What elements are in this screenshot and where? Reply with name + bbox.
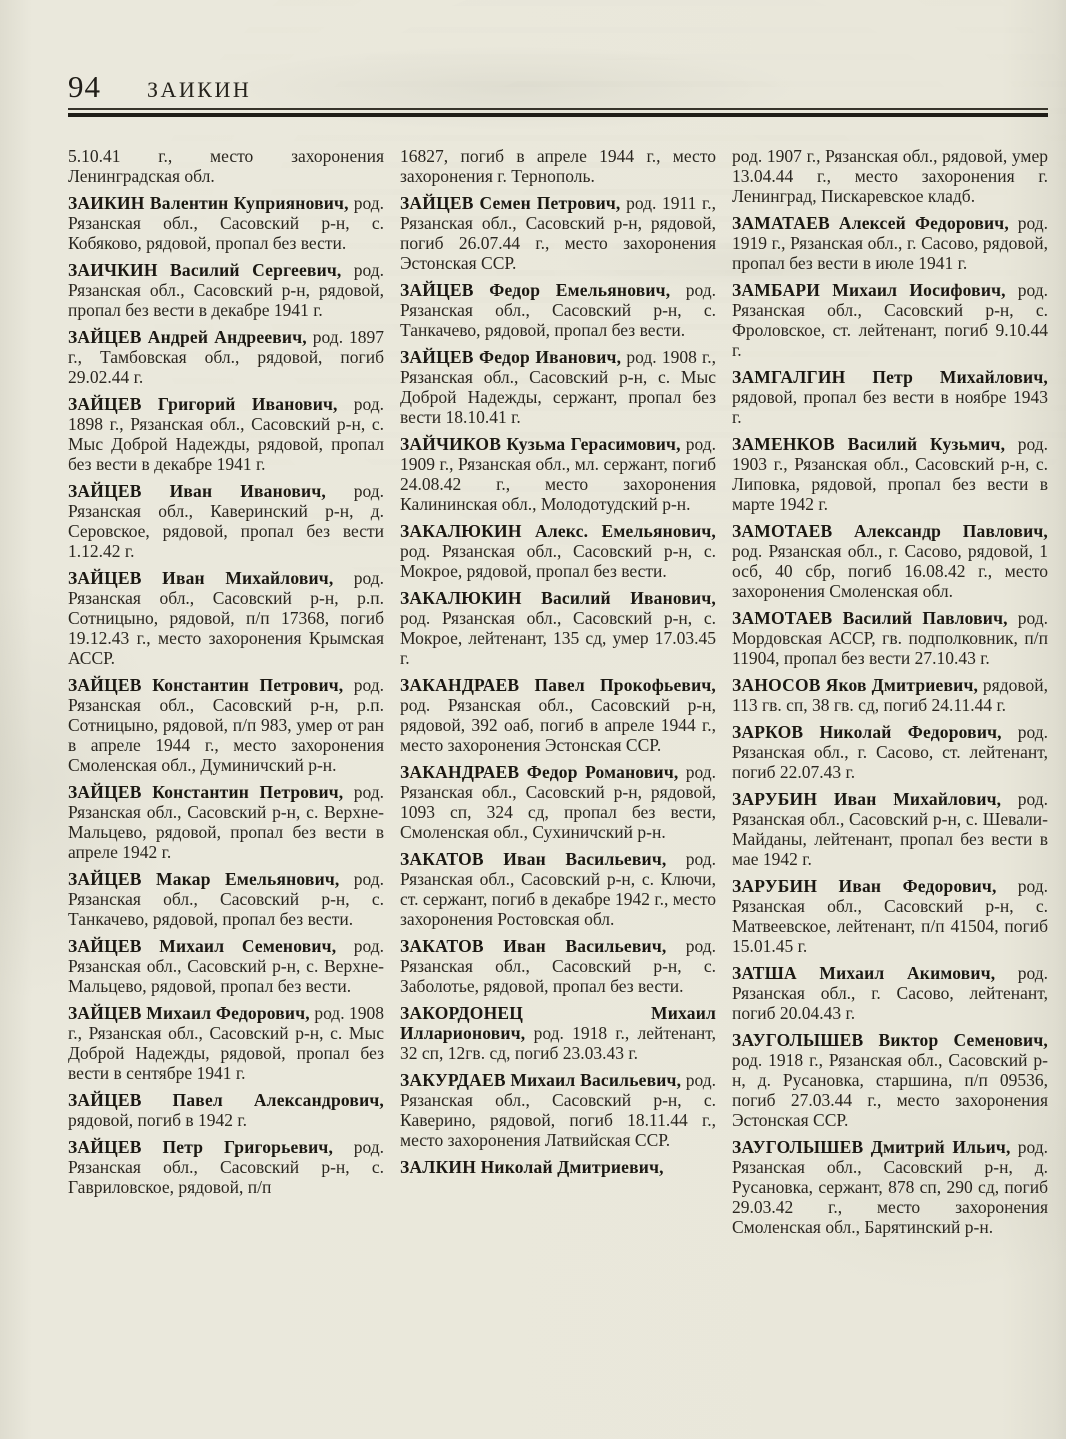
entry-details: род. Рязанская обл., Сасовский р-н, р.п. Сотницыно, рядовой, п/п 983, умер от ран в апреле 1944 г., место захоронения Смоленская обл., Думиничский р-н.	[68, 675, 384, 775]
entry-surname: ЗАМЕНКОВ Василий Кузьмич,	[732, 434, 1006, 454]
entry-details: род. 1918 г., Рязанская обл., Сасовский р-н, д. Русановка, старшина, п/п 09536, погиб 27.03.44 г., место захоронения Эстонская ССР.	[732, 1050, 1048, 1130]
memorial-entry	[400, 762, 716, 842]
memorial-entry	[732, 608, 1048, 668]
memorial-entry	[68, 936, 384, 996]
entry-details: род. Рязанская обл., Сасовский р-н, р.п. Сотницыно, рядовой, п/п 17368, погиб 19.12.43 г., место захоронения Крымская АССР.	[68, 568, 385, 668]
entry-surname: ЗАЙЧИКОВ Кузьма Герасимович,	[400, 434, 681, 454]
memorial-entry	[400, 675, 716, 755]
entry-details: род. Рязанская обл., Сасовский р-н, с. Мокрое, лейтенант, 135 сд, умер 17.03.45 г.	[400, 608, 716, 668]
column-3	[732, 146, 1048, 1244]
memorial-entry	[400, 588, 716, 668]
entry-surname: ЗАЙЦЕВ Федор Емельянович,	[400, 280, 671, 300]
entry-details: род. 1918 г., лейтенант, 32 сп, 12гв. сд, погиб 23.03.43 г.	[400, 1023, 716, 1063]
memorial-entry	[400, 936, 716, 996]
memorial-entry	[732, 434, 1048, 514]
memorial-entry	[68, 568, 384, 668]
entry-surname: ЗАЙЦЕВ Андрей Андреевич,	[68, 327, 307, 347]
memorial-entry	[68, 1137, 384, 1197]
entry-surname: ЗАЙЦЕВ Петр Григорьевич,	[68, 1137, 334, 1157]
entry-details: род. 1908 г., Рязанская обл., Сасовский р-н, с. Мыс Доброй Надежды, рядовой, пропал без вести в сентябре 1941 г.	[68, 1003, 385, 1083]
memorial-entry	[732, 280, 1048, 360]
entry-details: род. Рязанская обл., г. Сасово, ст. лейтенант, погиб 22.07.43 г.	[732, 722, 1048, 782]
memorial-entry	[68, 675, 384, 775]
entry-surname: ЗАМГАЛГИН Петр Михайлович,	[732, 367, 1048, 387]
memorial-entry	[400, 193, 716, 273]
entry-details: род. Рязанская обл., Сасовский р-н, с. Заболотье, рядовой, пропал без вести.	[400, 936, 716, 996]
entry-details: род. Рязанская обл., г. Сасово, лейтенант, погиб 20.04.43 г.	[732, 963, 1049, 1023]
entry-surname: ЗАРКОВ Николай Федорович,	[732, 722, 1002, 742]
entry-surname: ЗАЙЦЕВ Иван Михайлович,	[68, 568, 334, 588]
entry-surname: ЗАЙЦЕВ Иван Иванович,	[68, 481, 326, 501]
memorial-entry	[732, 722, 1048, 782]
entry-surname: ЗАЙЦЕВ Семен Петрович,	[400, 193, 621, 213]
entry-details: род. Рязанская обл., Сасовский р-н, с. Мокрое, рядовой, пропал без вести.	[400, 541, 716, 581]
entry-surname: ЗАКАЛЮКИН Алекс. Емельянович,	[400, 521, 716, 541]
entry-surname: ЗАКАНДРАЕВ Федор Романович,	[400, 762, 679, 782]
memorial-entry	[732, 963, 1048, 1023]
memorial-entry	[400, 1070, 716, 1150]
entry-details: род. Рязанская обл., Сасовский р-н, с. Ключи, ст. сержант, погиб в декабре 1942 г., место захоронения Ростовская обл.	[400, 849, 716, 929]
entry-details: род. 1909 г., Рязанская обл., мл. сержант, погиб 24.08.42 г., место захоронения Калининская обл., Молодотудский р-н.	[400, 434, 717, 514]
entry-surname: ЗАЙЦЕВ Михаил Семенович,	[68, 936, 337, 956]
entry-surname: ЗАУГОЛЫШЕВ Виктор Семенович,	[732, 1030, 1048, 1050]
entry-details: род. Рязанская обл., Сасовский р-н, с. Матвеевское, лейтенант, п/п 41504, погиб 15.01.45 г.	[732, 876, 1048, 956]
entry-details: род. 1898 г., Рязанская обл., Сасовский р-н, с. Мыс Доброй Надежды, рядовой, пропал без вести в декабре 1941 г.	[68, 394, 384, 474]
memorial-entry	[400, 347, 716, 427]
entry-surname: ЗАЙЦЕВ Константин Петрович,	[68, 782, 344, 802]
memorial-entry	[68, 260, 384, 320]
memorial-entry	[732, 1030, 1048, 1130]
memorial-entry	[732, 146, 1048, 206]
entry-details: род. Рязанская обл., Сасовский р-н, с. Шевали-Майданы, лейтенант, пропал без вести в мае 1942 г.	[732, 789, 1049, 869]
memorial-entry	[400, 146, 716, 186]
memorial-entry	[68, 782, 384, 862]
entry-surname: ЗАРУБИН Иван Михайлович,	[732, 789, 1002, 809]
memorial-entry	[400, 434, 716, 514]
entry-surname: ЗАИКИН Валентин Куприянович,	[68, 193, 349, 213]
entry-details: род. Рязанская обл., Сасовский р-н, рядовой, 392 оаб, погиб в апреле 1944 г., место захоронения Эстонская ССР.	[400, 695, 716, 755]
memorial-entry	[68, 1090, 384, 1130]
memorial-entry	[400, 280, 716, 340]
entry-surname: ЗАМБАРИ Михаил Иосифович,	[732, 280, 1006, 300]
entry-details: род. Рязанская обл., г. Сасово, рядовой, 1 осб, 40 сбр, погиб 16.08.42 г., место захоронения Смоленская обл.	[732, 541, 1048, 601]
memorial-entry	[732, 876, 1048, 956]
entry-surname: ЗАКАТОВ Иван Васильевич,	[400, 936, 667, 956]
entry-details: род. Рязанская обл., Сасовский р-н, с. Фроловское, ст. лейтенант, погиб 9.10.44 г.	[732, 280, 1048, 360]
entry-surname: ЗАКАЛЮКИН Василий Иванович,	[400, 588, 716, 608]
memorial-entry	[68, 481, 384, 561]
column-2	[400, 146, 716, 1244]
entry-surname: ЗАИЧКИН Василий Сергеевич,	[68, 260, 342, 280]
entry-details: 16827, погиб в апреле 1944 г., место захоронения г. Тернополь.	[400, 146, 716, 186]
entry-surname: ЗАЙЦЕВ Григорий Иванович,	[68, 394, 338, 414]
entry-details: род. Рязанская обл., Сасовский р-н, с. Танкачево, рядовой, пропал без вести.	[68, 869, 385, 929]
entry-details: род. 1911 г., Рязанская обл., Сасовский р-н, рядовой, погиб 26.07.44 г., место захоронения Эстонская ССР.	[400, 193, 716, 273]
entry-surname: ЗАМОТАЕВ Василий Павлович,	[732, 608, 1008, 628]
entry-surname: ЗАМАТАЕВ Алексей Федорович,	[732, 213, 1009, 233]
entry-details: рядовой, погиб в 1942 г.	[68, 1110, 247, 1130]
entry-surname: ЗАЙЦЕВ Константин Петрович,	[68, 675, 344, 695]
header-rule	[68, 108, 1048, 117]
memorial-entry	[68, 1003, 384, 1083]
entry-details: род. Рязанская обл., Сасовский р-н, с. Верхне-Мальцево, рядовой, пропал без вести в апреле 1942 г.	[68, 782, 384, 862]
page-number: 94	[68, 69, 101, 104]
running-head: ЗАИКИН	[147, 77, 252, 102]
entry-details: рядовой, пропал без вести в ноябре 1943 г.	[732, 387, 1048, 427]
entry-surname: ЗАРУБИН Иван Федорович,	[732, 876, 997, 896]
entry-details: род. 1903 г., Рязанская обл., Сасовский р-н, с. Липовка, рядовой, пропал без вести в марте 1942 г.	[732, 434, 1049, 514]
memorial-entry	[732, 789, 1048, 869]
entry-surname: ЗАТША Михаил Акимович,	[732, 963, 996, 983]
entry-surname: ЗАЙЦЕВ Федор Иванович,	[400, 347, 622, 367]
entry-details: род. Рязанская обл., Сасовский р-н, с. Гавриловское, рядовой, п/п	[68, 1137, 384, 1197]
memorial-entry	[732, 1137, 1048, 1237]
entry-details: род. Рязанская обл., Сасовский р-н, рядовой, 1093 сп, 324 сд, пропал без вести, Смоленская обл., Сухиничский р-н.	[400, 762, 716, 842]
entry-details: род. Рязанская обл., Каверинский р-н, д. Серовское, рядовой, пропал без вести 1.12.42 г.	[68, 481, 385, 561]
entry-surname: ЗАКАНДРАЕВ Павел Прокофьевич,	[400, 675, 716, 695]
memorial-entry	[68, 146, 384, 186]
memorial-entry	[68, 193, 384, 253]
entry-details: род. 1908 г., Рязанская обл., Сасовский р-н, с. Мыс Доброй Надежды, сержант, пропал без вести 18.10.41 г.	[400, 347, 717, 427]
memorial-entry	[68, 869, 384, 929]
memorial-entry	[400, 849, 716, 929]
memorial-entry	[68, 327, 384, 387]
entry-surname: ЗАУГОЛЫШЕВ Дмитрий Ильич,	[732, 1137, 1011, 1157]
entry-details: род. Рязанская обл., Сасовский р-н, с. Кобяково, рядовой, пропал без вести.	[68, 193, 385, 253]
memorial-entry	[732, 521, 1048, 601]
entry-surname: ЗАКОРДОНЕЦ Михаил Илларионович,	[400, 1003, 716, 1043]
memorial-entry	[732, 675, 1048, 715]
entry-surname: ЗАЛКИН Николай Дмитриевич,	[400, 1157, 664, 1177]
page-header	[68, 70, 1048, 104]
memorial-entry	[400, 1157, 716, 1177]
entry-details: род. Рязанская обл., Сасовский р-н, рядовой, пропал без вести в декабре 1941 г.	[68, 260, 384, 320]
memorial-entry	[68, 394, 384, 474]
entry-details: род. 1919 г., Рязанская обл., г. Сасово, рядовой, пропал без вести в июле 1941 г.	[732, 213, 1048, 273]
entry-details: род. 1907 г., Рязанская обл., рядовой, умер 13.04.44 г., место захоронения г. Ленинград, Пискаревское кладб.	[732, 146, 1048, 206]
memorial-entry	[400, 1003, 716, 1063]
entry-details: род. Рязанская обл., Сасовский р-н, д. Русановка, сержант, 878 сп, 290 сд, погиб 29.03.42 г., место захоронения Смоленская обл., Барятинский р-н.	[732, 1137, 1049, 1237]
memorial-entry	[732, 367, 1048, 427]
entry-details: род. Рязанская обл., Сасовский р-н, с. Каверино, рядовой, погиб 18.11.44 г., место захоронения Латвийская ССР.	[400, 1070, 716, 1150]
memorial-entry	[732, 213, 1048, 273]
memorial-entry	[400, 521, 716, 581]
entry-surname: ЗАЙЦЕВ Павел Александрович,	[68, 1090, 384, 1110]
entry-columns	[68, 146, 1048, 1244]
entry-surname: ЗАЙЦЕВ Макар Емельянович,	[68, 869, 340, 889]
entry-details: 5.10.41 г., место захоронения Ленинградская обл.	[68, 146, 384, 186]
column-1	[68, 146, 384, 1244]
entry-details: род. Мордовская АССР, гв. подполковник, п/п 11904, пропал без вести 27.10.43 г.	[732, 608, 1048, 668]
entry-surname: ЗАКАТОВ Иван Васильевич,	[400, 849, 667, 869]
entry-surname: ЗАКУРДАЕВ Михаил Васильевич,	[400, 1070, 682, 1090]
entry-surname: ЗАНОСОВ Яков Дмитриевич,	[732, 675, 979, 695]
entry-details: род. Рязанская обл., Сасовский р-н, с. Верхне-Мальцево, рядовой, пропал без вести.	[68, 936, 384, 996]
entry-details: род. 1897 г., Тамбовская обл., рядовой, погиб 29.02.44 г.	[68, 327, 384, 387]
entry-details: род. Рязанская обл., Сасовский р-н, с. Танкачево, рядовой, пропал без вести.	[400, 280, 717, 340]
entry-surname: ЗАЙЦЕВ Михаил Федорович,	[68, 1003, 310, 1023]
entry-surname: ЗАМОТАЕВ Александр Павлович,	[732, 521, 1048, 541]
entry-details: рядовой, 113 гв. сп, 38 гв. сд, погиб 24.11.44 г.	[732, 675, 1048, 715]
